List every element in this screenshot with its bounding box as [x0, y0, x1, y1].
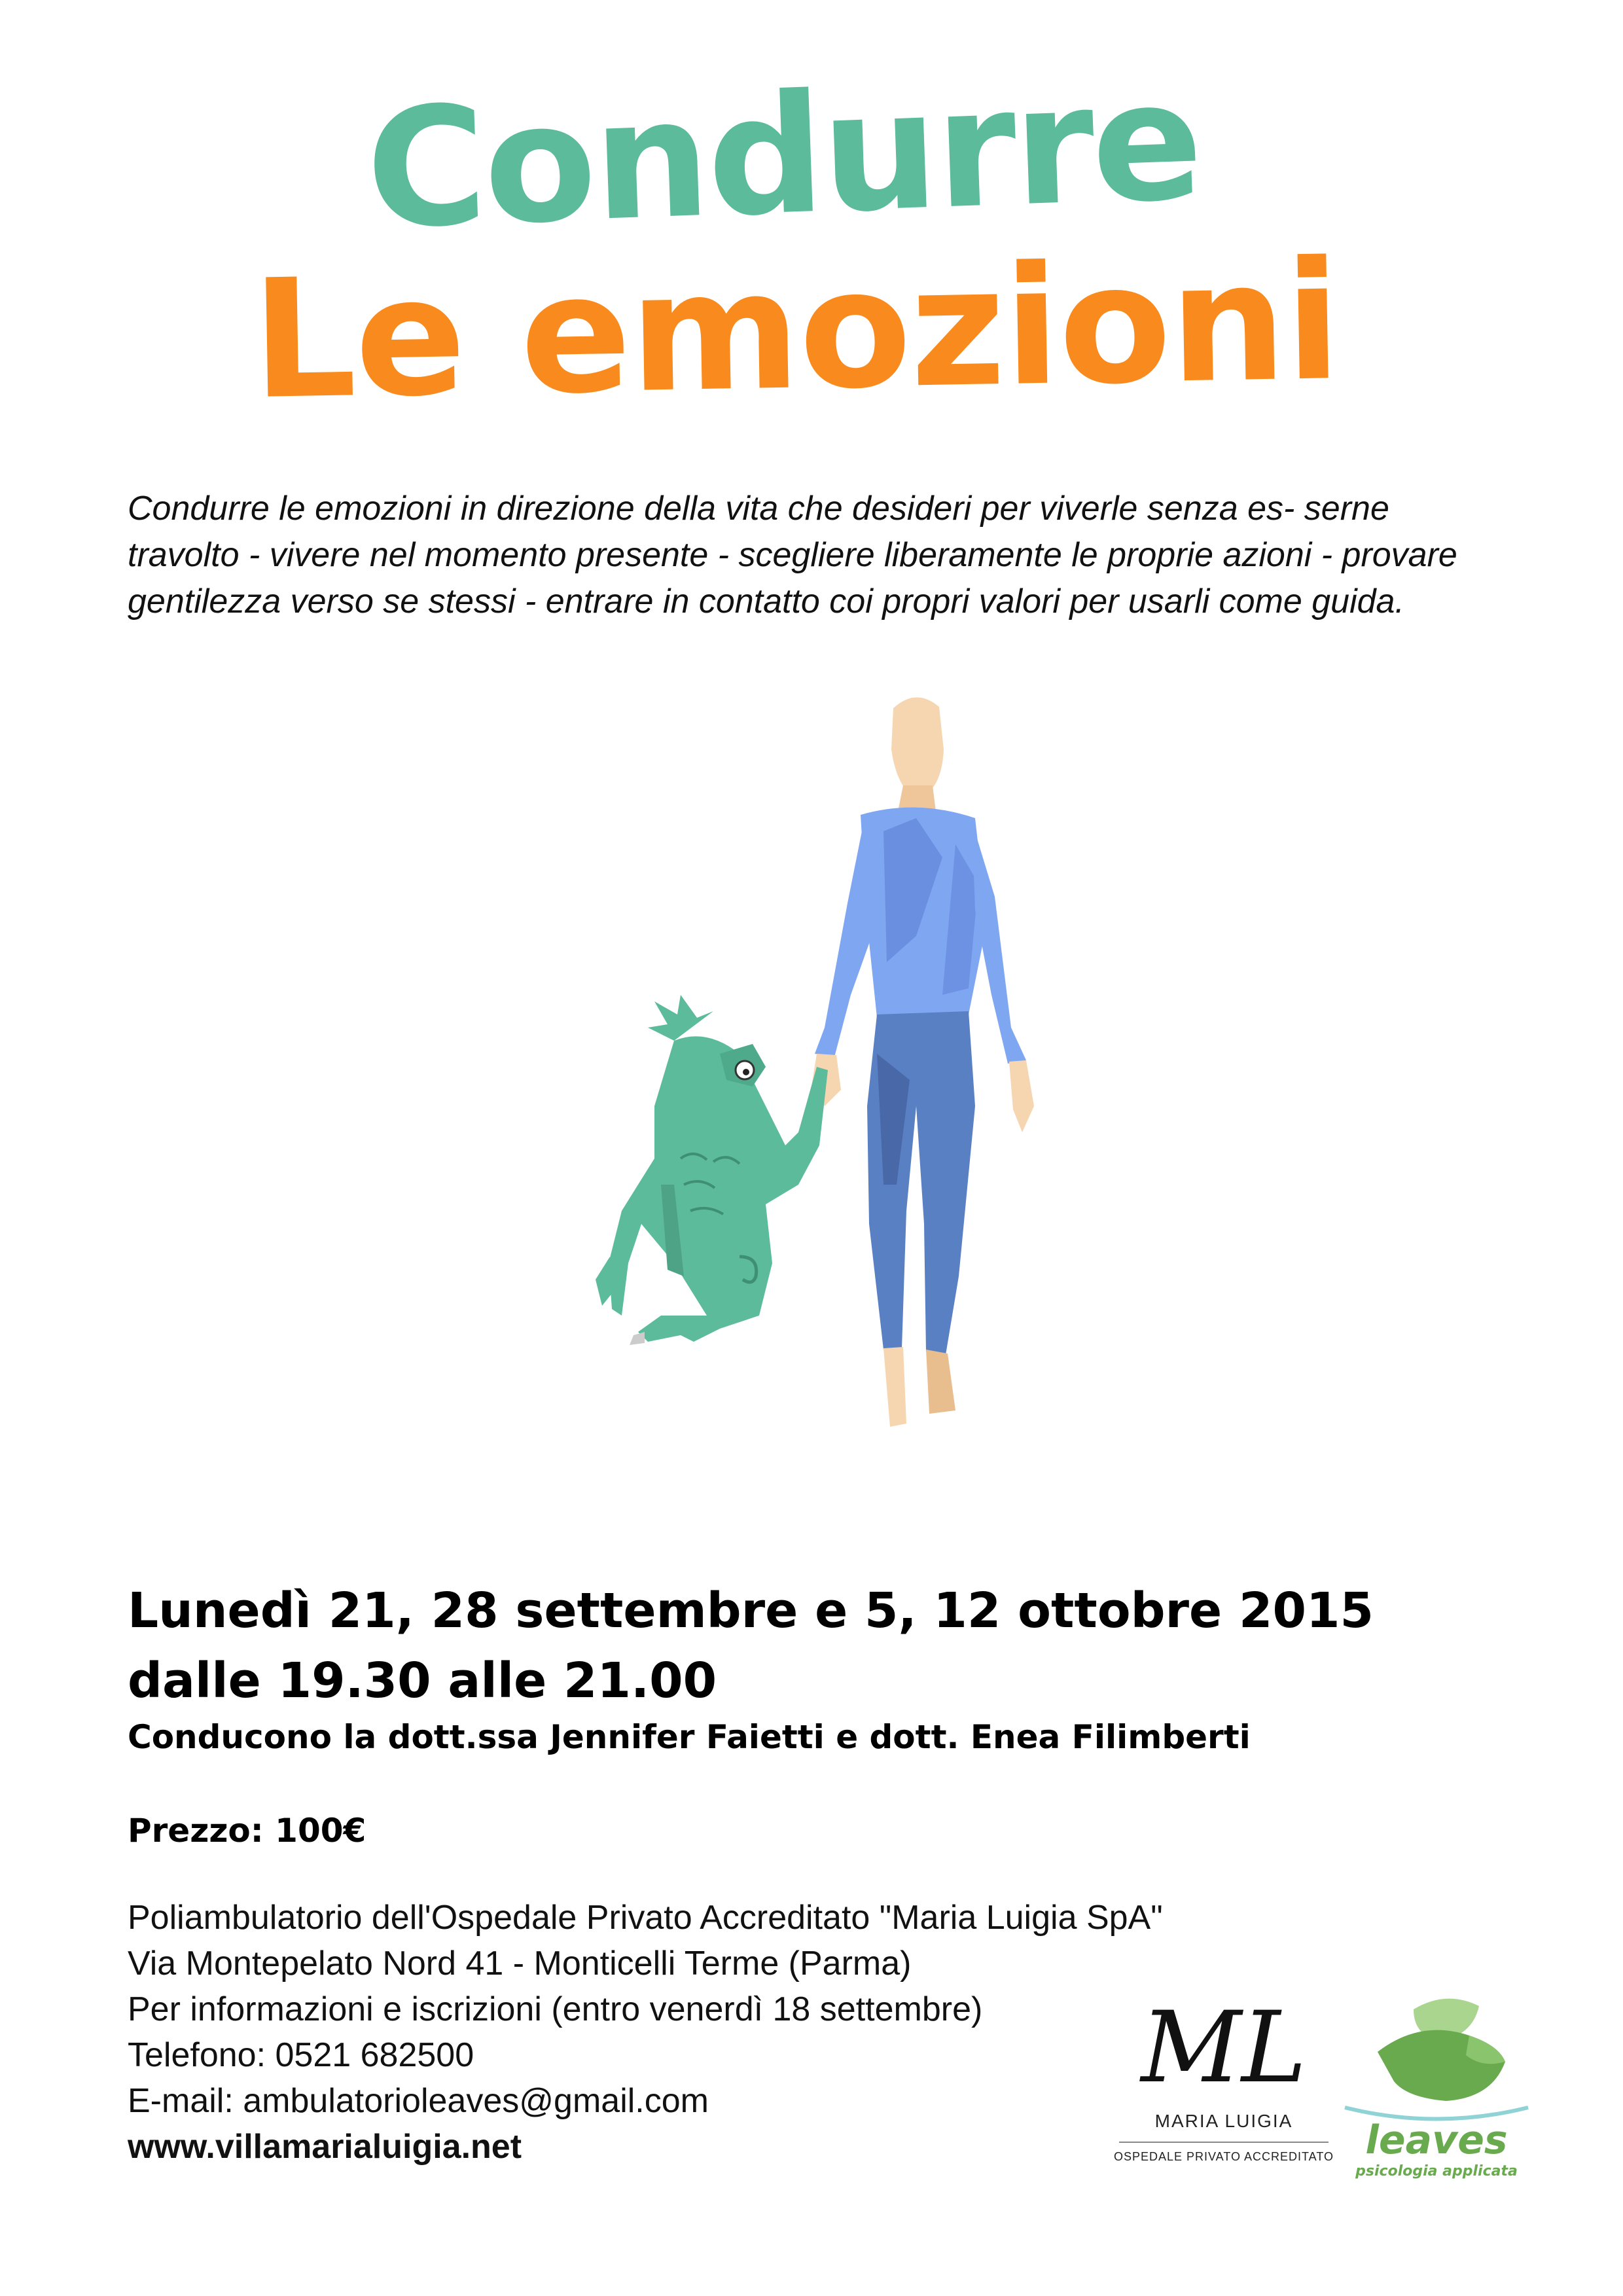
title-line-1: Condurre [363, 45, 1204, 265]
creature-body [609, 1036, 828, 1342]
maria-luigia-logo [1113, 1977, 1335, 2173]
event-price: Prezzo: 100€ [128, 1812, 366, 1850]
maria-luigia-monogram: ML [1141, 1991, 1307, 2105]
title-line-2: Le emozioni [250, 226, 1342, 435]
person-foot-left [883, 1347, 906, 1427]
event-dates: Lunedì 21, 28 settembre e 5, 12 ottobre 2015 [128, 1583, 1374, 1639]
maria-luigia-name: MARIA LUIGIA [1154, 2111, 1293, 2131]
leaves-subtitle: psicologia applicata [1355, 2163, 1518, 2179]
maria-luigia-divider [1119, 2142, 1329, 2143]
event-leaders: Conducono la dott.ssa Jennifer Faietti e dott. Enea Filimberti [128, 1718, 1251, 1756]
illustration-person-and-creature [458, 687, 1145, 1492]
email-text: E-mail: ambulatorioleaves@gmail.com [128, 2082, 709, 2120]
maria-luigia-subtitle: OSPEDALE PRIVATO ACCREDITATO [1113, 2150, 1334, 2163]
person-figure [812, 697, 1034, 1427]
phone-text: Telefono: 0521 682500 [128, 2036, 474, 2074]
intro-paragraph: Condurre le emozioni in direzione della vita che desideri per viverle senza es- serne travolto - vivere nel momento presente - scegliere liberamente le proprie azioni - provare gentilezza verso se stessi - entrare in contatto coi propri valori per usarli come guida. [128, 490, 1457, 620]
leaves-logo [1342, 1990, 1531, 2127]
creature-figure [596, 995, 828, 1345]
address-text: Via Montepelato Nord 41 - Monticelli Terme (Parma) [128, 1945, 912, 1982]
venue-text: Poliambulatorio dell'Ospedale Privato Accreditato "Maria Luigia SpA" [128, 1899, 1163, 1937]
person-foot-right [926, 1350, 955, 1414]
website-link[interactable]: www.villamarialuigia.net [128, 2128, 522, 2166]
leaves-main-leaf [1378, 2030, 1505, 2101]
registration-text: Per informazioni e iscrizioni (entro venerdì 18 settembre) [128, 1990, 983, 2028]
leaves-name: leaves [1365, 2117, 1508, 2163]
person-head [891, 697, 944, 795]
event-times: dalle 19.30 alle 21.00 [128, 1653, 717, 1709]
